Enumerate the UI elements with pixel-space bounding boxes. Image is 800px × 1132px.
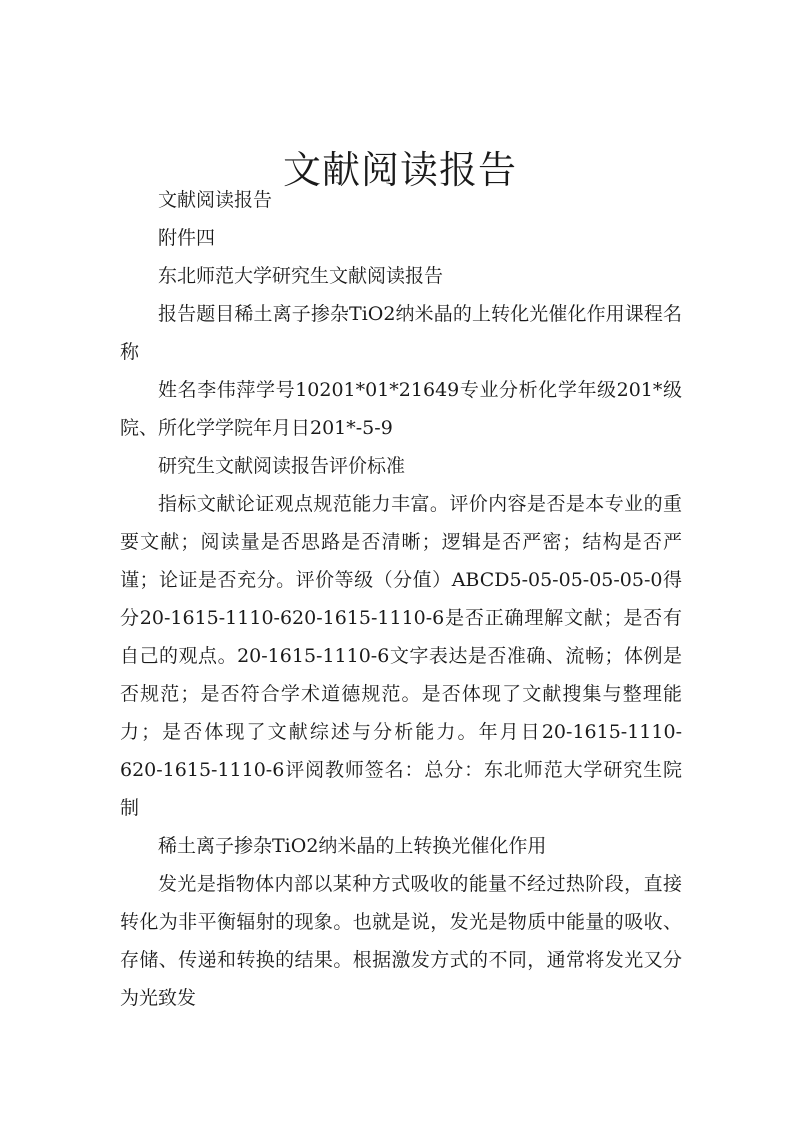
paragraph-article-title: 稀土离子掺杂TiO2纳米晶的上转换光催化作用 <box>158 835 547 857</box>
paragraph-evaluation-criteria: 指标文献论证观点规范能力丰富。评价内容是否是本专业的重要文献；阅读量是否思路是否清晰；逻辑是否严密；结构是否严谨；论证是否充分。评价等级（分值）ABCD5-05-05-05-05-0得分20-1615-1110-620-1615-1110-6是否正确理解文献；是否有自己的观点。20-1615-1110-6文字表达是否准确、流畅；体例是否规范；是否符合学术道德规范。是否体现了文献搜集与整理能力；是否体现了文献综述与分析能力。年月日20-1615-1110-620-1615-1110-6评阅教师签名：总分：东北师范大学研究生院制 <box>120 493 682 819</box>
paragraph-criteria-heading: 研究生文献阅读报告评价标准 <box>158 455 406 477</box>
paragraph-heading-repeat: 文献阅读报告 <box>158 189 273 211</box>
document-title: 文献阅读报告 <box>282 148 517 193</box>
paragraph-student-info: 姓名李伟萍学号10201*01*21649专业分析化学年级201*级院、所化学学院年月日201*-5-9 <box>120 379 682 439</box>
paragraph-body-text: 发光是指物体内部以某种方式吸收的能量不经过热阶段，直接转化为非平衡辐射的现象。也就是说，发光是物质中能量的吸收、存储、传递和转换的结果。根据激发方式的不同，通常将发光又分为光致发 <box>120 873 682 1009</box>
document-body <box>120 181 682 1017</box>
paragraph-report-header: 东北师范大学研究生文献阅读报告 <box>158 265 444 287</box>
paragraph-report-topic: 报告题目稀土离子掺杂TiO2纳米晶的上转化光催化作用课程名称 <box>120 303 682 363</box>
paragraph-attachment-label: 附件四 <box>158 227 216 249</box>
